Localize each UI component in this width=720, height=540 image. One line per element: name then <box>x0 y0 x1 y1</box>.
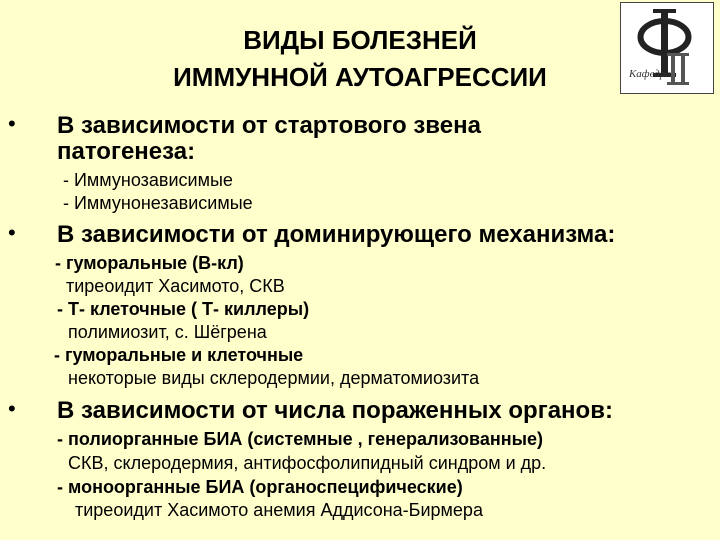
section-3-item: тиреоидит Хасимото анемия Аддисона-Бирмера <box>75 500 483 520</box>
title-line-2: ИММУННОЙ АУТОАГРЕССИИ <box>173 62 547 92</box>
slide-title <box>100 22 620 96</box>
department-logo <box>620 2 714 94</box>
section-3-item: СКВ, склеродермия, антифосфолипидный синдром и др. <box>68 453 547 473</box>
bullet-1: • <box>8 111 16 136</box>
bullet-2: • <box>8 220 16 245</box>
section-2-item: - гуморальные и клеточные <box>54 345 304 365</box>
section-1-item: - Иммунозависимые <box>63 170 233 190</box>
section-2-item: - Т- клеточные ( Т- киллеры) <box>57 299 310 319</box>
section-1-heading-line-2: патогенеза: <box>57 138 196 165</box>
logo-emblem-icon <box>621 3 713 93</box>
section-1-item: - Иммунонезависимые <box>63 193 253 213</box>
bullet-3: • <box>8 396 16 421</box>
section-1-heading-line-1: В зависимости от стартового звена <box>57 112 481 139</box>
section-3-heading: В зависимости от числа пораженных органов: <box>57 397 613 424</box>
section-3-item: - моноорганные БИА (органоспецифические) <box>57 477 463 497</box>
section-2-heading: В зависимости от доминирующего механизма: <box>57 221 616 248</box>
logo-subtext: Кафедра <box>629 68 671 80</box>
section-2-item: - гуморальные (В-кл) <box>55 253 244 273</box>
section-3-item: - полиорганные БИА (системные , генерализованные) <box>57 429 544 449</box>
title-line-1: ВИДЫ БОЛЕЗНЕЙ <box>243 25 477 55</box>
section-2-item: некоторые виды склеродермии, дерматомиозита <box>68 368 480 388</box>
section-2-item: полимиозит, с. Шёгрена <box>68 322 267 342</box>
section-2-item: тиреоидит Хасимото, СКВ <box>66 276 285 296</box>
